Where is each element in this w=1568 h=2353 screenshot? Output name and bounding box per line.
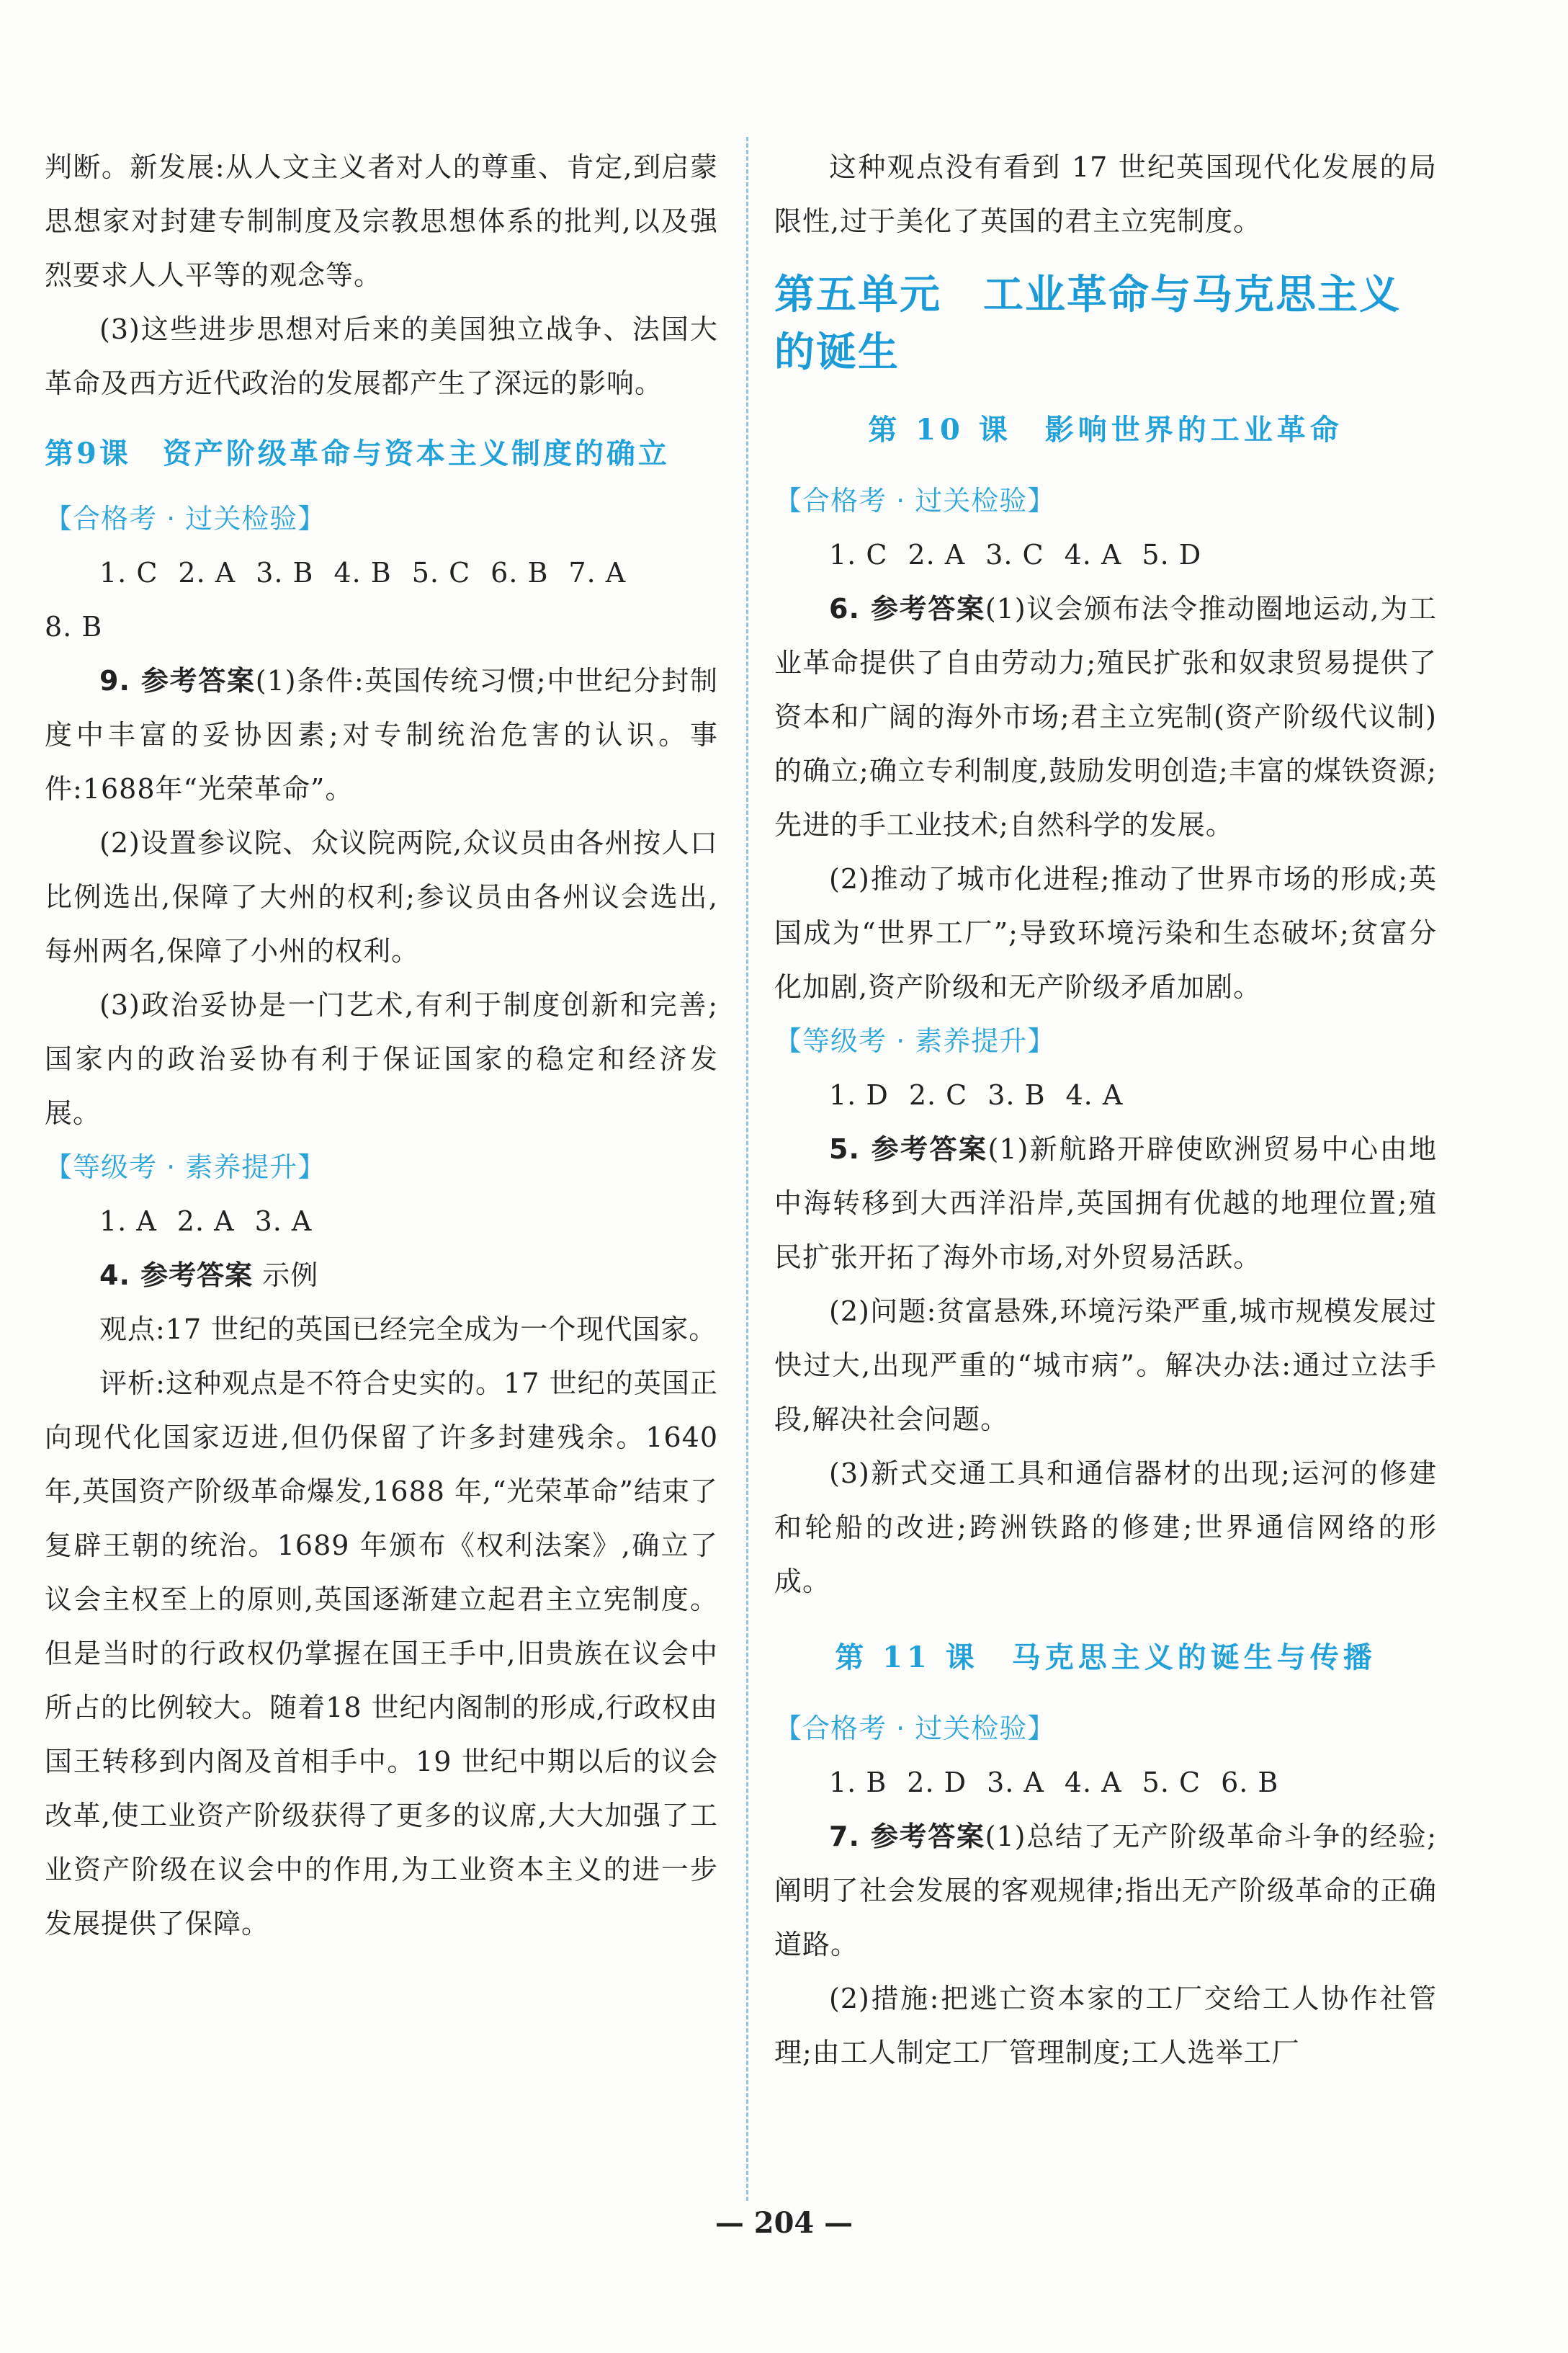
section-tag-advanced: 【等级考 · 素养提升】	[774, 1025, 1056, 1057]
answer-item: 2. C	[908, 1079, 968, 1111]
answer-text: (1)总结了无产阶级革命斗争的经验;阐明了社会发展的客观规律;指出无产阶级革命的正确道路。	[774, 1821, 1437, 1960]
answer-item: 4. B	[333, 557, 392, 589]
section-tag-basic: 【合格考 · 过关检验】	[774, 1713, 1056, 1744]
answer-label: 6. 参考答案	[829, 593, 985, 625]
unit-title: 第五单元 工业革命与马克思主义的诞生	[774, 272, 1401, 376]
answer-paragraph	[774, 1122, 1437, 1285]
answer-item: 4. A	[1064, 1767, 1122, 1798]
answer-item: 5. C	[1142, 1767, 1201, 1798]
answer-item: 2. D	[907, 1767, 967, 1798]
answer-item: 1. D	[829, 1079, 889, 1111]
section-tag-basic: 【合格考 · 过关检验】	[774, 485, 1056, 517]
answer-text: (1)议会颁布法令推动圈地运动,为工业革命提供了自由劳动力;殖民扩张和奴隶贸易提供了资本和广阔的海外市场;君主立宪制(资产阶级代议制)的确立;确立专利制度,鼓励发明创造;丰富的煤铁资源;先进的手工业技术;自然科学的发展。	[774, 593, 1437, 841]
answer-paragraph	[45, 1249, 718, 1303]
paragraph: 这种观点没有看到 17 世纪英国现代化发展的局限性,过于美化了英国的君主立宪制度。	[774, 151, 1437, 237]
paragraph: (3)新式交通工具和通信器材的出现;运河的修建和轮船的改进;跨洲铁路的修建;世界通信网络的形成。	[774, 1457, 1437, 1597]
answer-row	[774, 1756, 1437, 1810]
answer-text: 示例	[253, 1259, 319, 1291]
answer-item: 6. B	[1221, 1767, 1279, 1798]
answer-item: 1. C	[829, 539, 888, 571]
page-number: — 204 —	[714, 2206, 854, 2240]
answer-row	[45, 546, 718, 600]
answer-paragraph	[45, 654, 718, 816]
right-column	[774, 140, 1437, 2080]
column-divider	[746, 137, 748, 2201]
answer-label: 9. 参考答案	[99, 665, 256, 697]
answer-row	[774, 1068, 1437, 1122]
answer-item: 1. C	[99, 557, 158, 589]
answer-item: 5. C	[411, 557, 471, 589]
answer-item: 7. A	[568, 557, 627, 589]
answer-paragraph	[774, 1810, 1437, 1972]
answer-item: 3. C	[985, 539, 1044, 571]
paragraph: (2)措施:把逃亡资本家的工厂交给工人协作社管理;由工人制定工厂管理制度;工人选举工厂	[774, 1983, 1437, 2068]
lesson-11-title: 第 11 课 马克思主义的诞生与传播	[835, 1640, 1376, 1674]
answer-item: 2. A	[176, 1205, 235, 1237]
answer-item: 8. B	[45, 611, 103, 643]
paragraph: 判断。新发展:从人文主义者对人的尊重、肯定,到启蒙思想家对封建专制制度及宗教思想体系的批判,以及强烈要求人人平等的观念等。	[45, 151, 718, 291]
answer-item: 1. A	[99, 1205, 157, 1237]
answer-item: 4. A	[1065, 1079, 1124, 1111]
paragraph: (3)这些进步思想对后来的美国独立战争、法国大革命及西方近代政治的发展都产生了深远的影响。	[45, 313, 718, 399]
answer-label: 4. 参考答案	[99, 1259, 254, 1291]
paragraph: 观点:17 世纪的英国已经完全成为一个现代国家。	[99, 1313, 717, 1345]
answer-item: 6. B	[490, 557, 549, 589]
paragraph: (2)问题:贫富悬殊,环境污染严重,城市规模发展过快过大,出现严重的“城市病”。解决办法:通过立法手段,解决社会问题。	[774, 1295, 1437, 1435]
answer-item: 3. B	[256, 557, 314, 589]
answer-item: 3. A	[987, 1767, 1044, 1798]
answer-row	[45, 600, 718, 654]
answer-row	[774, 528, 1437, 582]
answer-item: 3. A	[254, 1205, 313, 1237]
answer-label: 5. 参考答案	[829, 1133, 988, 1165]
paragraph: (2)设置参议院、众议院两院,众议员由各州按人口比例选出,保障了大州的权利;参议员由各州议会选出,每州两名,保障了小州的权利。	[45, 827, 718, 967]
lesson-9-title: 第9课 资产阶级革命与资本主义制度的确立	[45, 437, 670, 470]
paragraph: (2)推动了城市化进程;推动了世界市场的形成;英国成为“世界工厂”;导致环境污染和生态破坏;贫富分化加剧,资产阶级和无产阶级矛盾加剧。	[774, 863, 1437, 1003]
lesson-10-title: 第 10 课 影响世界的工业革命	[868, 413, 1343, 447]
answer-paragraph	[774, 582, 1437, 852]
paragraph: (3)政治妥协是一门艺术,有利于制度创新和完善;国家内的政治妥协有利于保证国家的稳定和经济发展。	[45, 989, 718, 1129]
answer-item: 1. B	[829, 1767, 887, 1798]
answer-text: (1)条件:英国传统习惯;中世纪分封制度中丰富的妥协因素;对专制统治危害的认识。事件:1688年“光荣革命”。	[45, 665, 719, 805]
answer-item: 3. B	[987, 1079, 1046, 1111]
section-tag-advanced: 【等级考 · 素养提升】	[45, 1151, 326, 1183]
answer-text: (1)新航路开辟使欧洲贸易中心由地中海转移到大西洋沿岸,英国拥有优越的地理位置;殖民扩张开拓了海外市场,对外贸易活跃。	[774, 1133, 1437, 1273]
answer-item: 2. A	[908, 539, 966, 571]
answer-row	[45, 1195, 718, 1249]
answer-item: 4. A	[1064, 539, 1122, 571]
answer-item: 5. D	[1142, 539, 1202, 571]
answer-item: 2. A	[178, 557, 236, 589]
paragraph: 评析:这种观点是不符合史实的。17 世纪的英国正向现代化国家迈进,但仍保留了许多封建残余。1640 年,英国资产阶级革命爆发,1688 年,“光荣革命”结束了复辟王朝的统治。1689 年颁布《权利法案》,确立了议会主权至上的原则,英国逐渐建立起君主立宪制度。但是当时的行政权仍掌握在国王手中,旧贵族在议会中所占的比例较大。随着18 世纪内阁制的形成,行政权由国王转移到内阁及首相手中。19 世纪中期以后的议会改革,使工业资产阶级获得了更多的议席,大大加强了工业资产阶级在议会中的作用,为工业资本主义的进一步发展提供了保障。	[45, 1367, 718, 1939]
section-tag-basic: 【合格考 · 过关检验】	[45, 503, 326, 535]
left-column	[45, 140, 718, 1951]
answer-label: 7. 参考答案	[829, 1821, 985, 1852]
